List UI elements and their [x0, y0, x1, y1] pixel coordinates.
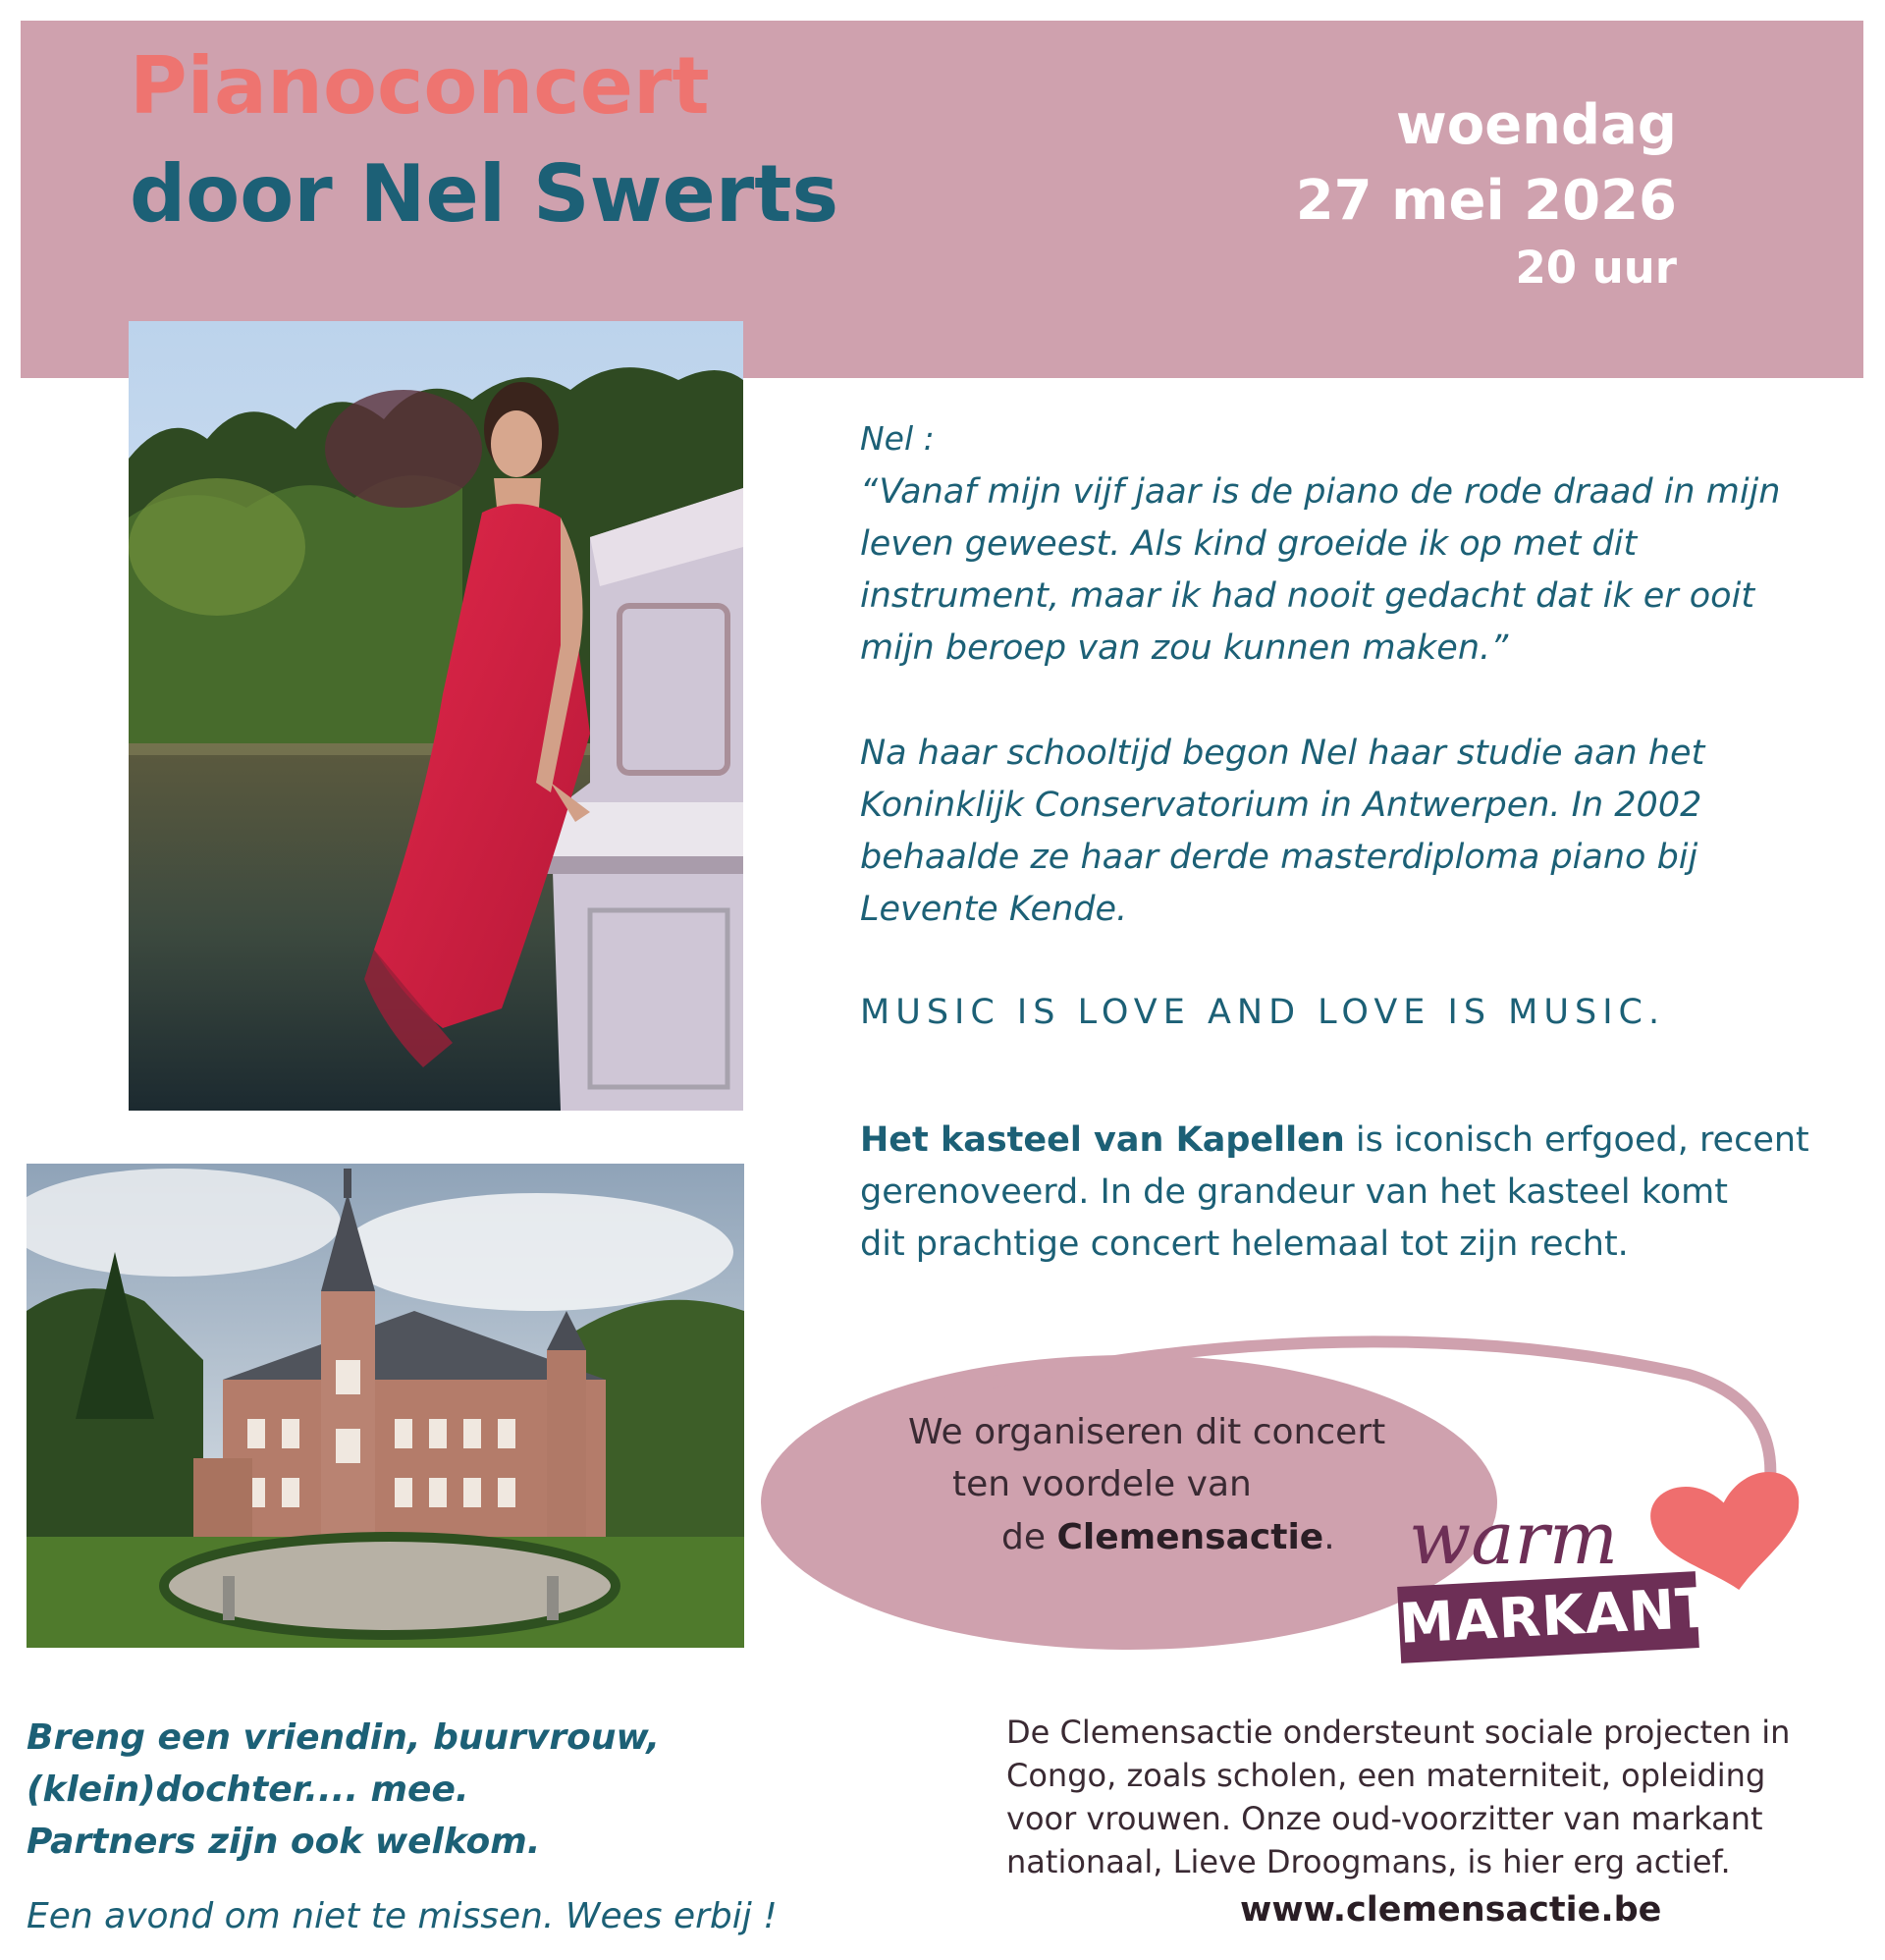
logo-warm-script: warm: [1409, 1497, 1619, 1581]
quote-line: mijn beroep van zou kunnen maken.”: [860, 628, 1509, 668]
quote-line: “Vanaf mijn vijf jaar is de piano de rode draad in mijn: [860, 472, 1781, 512]
invitation-line: Breng een vriendin, buurvrouw,: [27, 1717, 661, 1758]
quote-text: [860, 466, 1861, 675]
bio-line: Levente Kende.: [860, 890, 1128, 929]
event-day: woendag: [1395, 93, 1677, 157]
bio-line: Na haar schooltijd begon Nel haar studie aan het: [860, 734, 1705, 773]
bio-line: behaalde ze haar derde masterdiploma piano bij: [860, 838, 1698, 877]
event-date: 27 mei 2026: [1295, 169, 1677, 233]
title-pianoconcert: Pianoconcert: [130, 40, 710, 132]
bio-line: Koninklijk Conservatorium in Antwerpen. In 2002: [860, 786, 1702, 825]
castle-photo: [27, 1164, 744, 1648]
invitation-text: [27, 1712, 660, 1868]
website-link[interactable]: www.clemensactie.be: [1240, 1890, 1662, 1930]
clemensactie-description: [1006, 1711, 1870, 1883]
description-line: Congo, zoals scholen, een materniteit, opleiding: [1006, 1757, 1766, 1794]
bio-text: [860, 728, 1842, 936]
castle-line1-rest: is iconisch erfgoed, recent: [1344, 1120, 1809, 1160]
event-time: 20 uur: [1515, 242, 1677, 294]
charity-line3-prefix: de: [1001, 1517, 1057, 1557]
charity-line-1: We organiseren dit concert: [908, 1412, 1386, 1452]
charity-line-2: ten voordele van: [952, 1464, 1252, 1504]
description-line: De Clemensactie ondersteunt sociale projecten in: [1006, 1714, 1791, 1751]
charity-name: Clemensactie: [1056, 1517, 1324, 1557]
invitation-line: (klein)dochter.... mee.: [27, 1769, 469, 1810]
quote-line: leven geweest. Als kind groeide ik op met dit: [860, 524, 1638, 564]
castle-line: dit prachtige concert helemaal tot zijn recht.: [860, 1225, 1629, 1264]
description-line: nationaal, Lieve Droogmans, is hier erg actief.: [1006, 1843, 1731, 1880]
castle-name: Het kasteel van Kapellen: [860, 1120, 1345, 1160]
description-line: voor vrouwen. Onze oud-voorzitter van markant: [1006, 1800, 1763, 1837]
quote-line: instrument, maar ik had nooit gedacht dat ik er ooit: [860, 576, 1755, 616]
closing-line: Een avond om niet te missen. Wees erbij !: [27, 1896, 778, 1936]
castle-paragraph: [860, 1115, 1852, 1271]
charity-line-3: [1001, 1517, 1335, 1557]
invitation-line: Partners zijn ook welkom.: [27, 1822, 541, 1862]
title-performer: door Nel Swerts: [130, 148, 839, 240]
charity-line3-suffix: .: [1323, 1517, 1335, 1557]
castle-line: gerenoveerd. In de grandeur van het kasteel komt: [860, 1172, 1728, 1212]
motto: MUSIC IS LOVE AND LOVE IS MUSIC.: [860, 993, 1666, 1032]
logo-markant: MARKANT: [1397, 1571, 1699, 1663]
pianist-photo: [129, 321, 743, 1111]
castle-line: [860, 1115, 1852, 1167]
quote-label: Nel :: [860, 419, 935, 458]
